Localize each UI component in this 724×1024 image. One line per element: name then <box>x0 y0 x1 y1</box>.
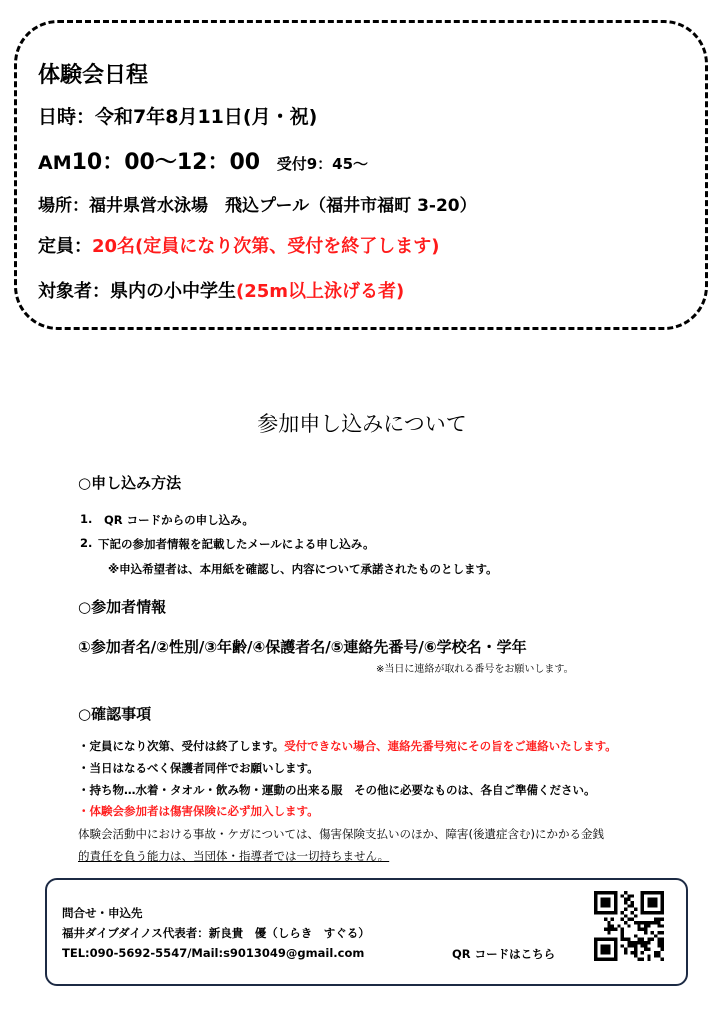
method-2-number: 2. <box>80 536 93 550</box>
time-label: AM <box>38 152 72 174</box>
method-1-number: 1. <box>80 512 93 526</box>
time-value: 10：00～12：00 <box>71 150 261 175</box>
event-target <box>38 277 404 303</box>
reception-time: 受付9：45～ <box>276 155 369 173</box>
confirm-item-4: ・体験会参加者は傷害保険に必ず加入します。 <box>78 804 319 818</box>
liability-text-2: 的責任を負う能力は、当団体・指導者では一切持ちません。 <box>78 849 390 863</box>
qr-code-icon[interactable] <box>594 891 664 961</box>
capacity-value: 20名(定員になり次第、受付を終了します) <box>92 236 440 257</box>
confirm-item-3: ・持ち物…水着・タオル・飲み物・運動の出来る服 その他に必要なものは、各自ご準備ください。 <box>78 783 596 797</box>
place-value: 福井県営水泳場 飛込プール（福井市福町 3-20） <box>89 196 477 216</box>
date-label: 日時： <box>38 106 96 128</box>
event-heading: 体験会日程 <box>38 63 149 88</box>
place-label: 場所： <box>38 196 89 216</box>
contact-representative: 福井ダイブダイノス代表者：新良貴 優（しらき すぐる） <box>62 926 370 940</box>
event-capacity <box>38 232 440 258</box>
confirm-item-2: ・当日はなるべく保護者同伴でお願いします。 <box>78 761 319 775</box>
target-value: 県内の小中学生 <box>110 281 236 302</box>
event-place <box>38 191 477 216</box>
method-heading: ○申し込み方法 <box>78 474 182 492</box>
capacity-label: 定員： <box>38 236 92 257</box>
confirm-heading: ○確認事項 <box>78 705 152 723</box>
event-time <box>38 145 368 176</box>
confirm-item-1 <box>78 738 617 754</box>
method-2-text: 下記の参加者情報を記載したメールによる申し込み。 <box>98 537 375 551</box>
target-label: 対象者： <box>38 281 110 302</box>
contact-heading: 問合せ・申込先 <box>62 906 143 920</box>
participant-info-heading: ○参加者情報 <box>78 598 167 616</box>
event-date <box>38 102 317 129</box>
participant-info-items: ①参加者名/②性別/③年齢/④保護者名/⑤連絡先番号/⑥学校名・学年 <box>78 638 527 656</box>
qr-label: QR コードはこちら <box>452 947 556 961</box>
application-title: 参加申し込みについて <box>257 412 467 436</box>
liability-text-1: 体験会活動中における事故・ケガについては、傷害保険支払いのほか、障害(後遺症含む)にかかる金銭 <box>78 827 605 841</box>
confirm-1-text: ・定員になり次第、受付は終了します。 <box>78 739 285 753</box>
method-note: ※申込希望者は、本用紙を確認し、内容について承諾されたものとします。 <box>108 562 498 576</box>
method-1-text: QR コードからの申し込み。 <box>104 513 254 527</box>
participant-info-note: ※当日に連絡が取れる番号をお願いします。 <box>376 664 574 675</box>
target-note: (25m以上泳げる者) <box>236 281 405 302</box>
contact-tel-mail: TEL:090-5692-5547/Mail:s9013049@gmail.com <box>62 946 365 960</box>
confirm-1-red-text: 受付できない場合、連絡先番号宛にその旨をご連絡いたします。 <box>284 739 617 753</box>
date-value: 令和7年8月11日(月・祝) <box>95 106 318 128</box>
